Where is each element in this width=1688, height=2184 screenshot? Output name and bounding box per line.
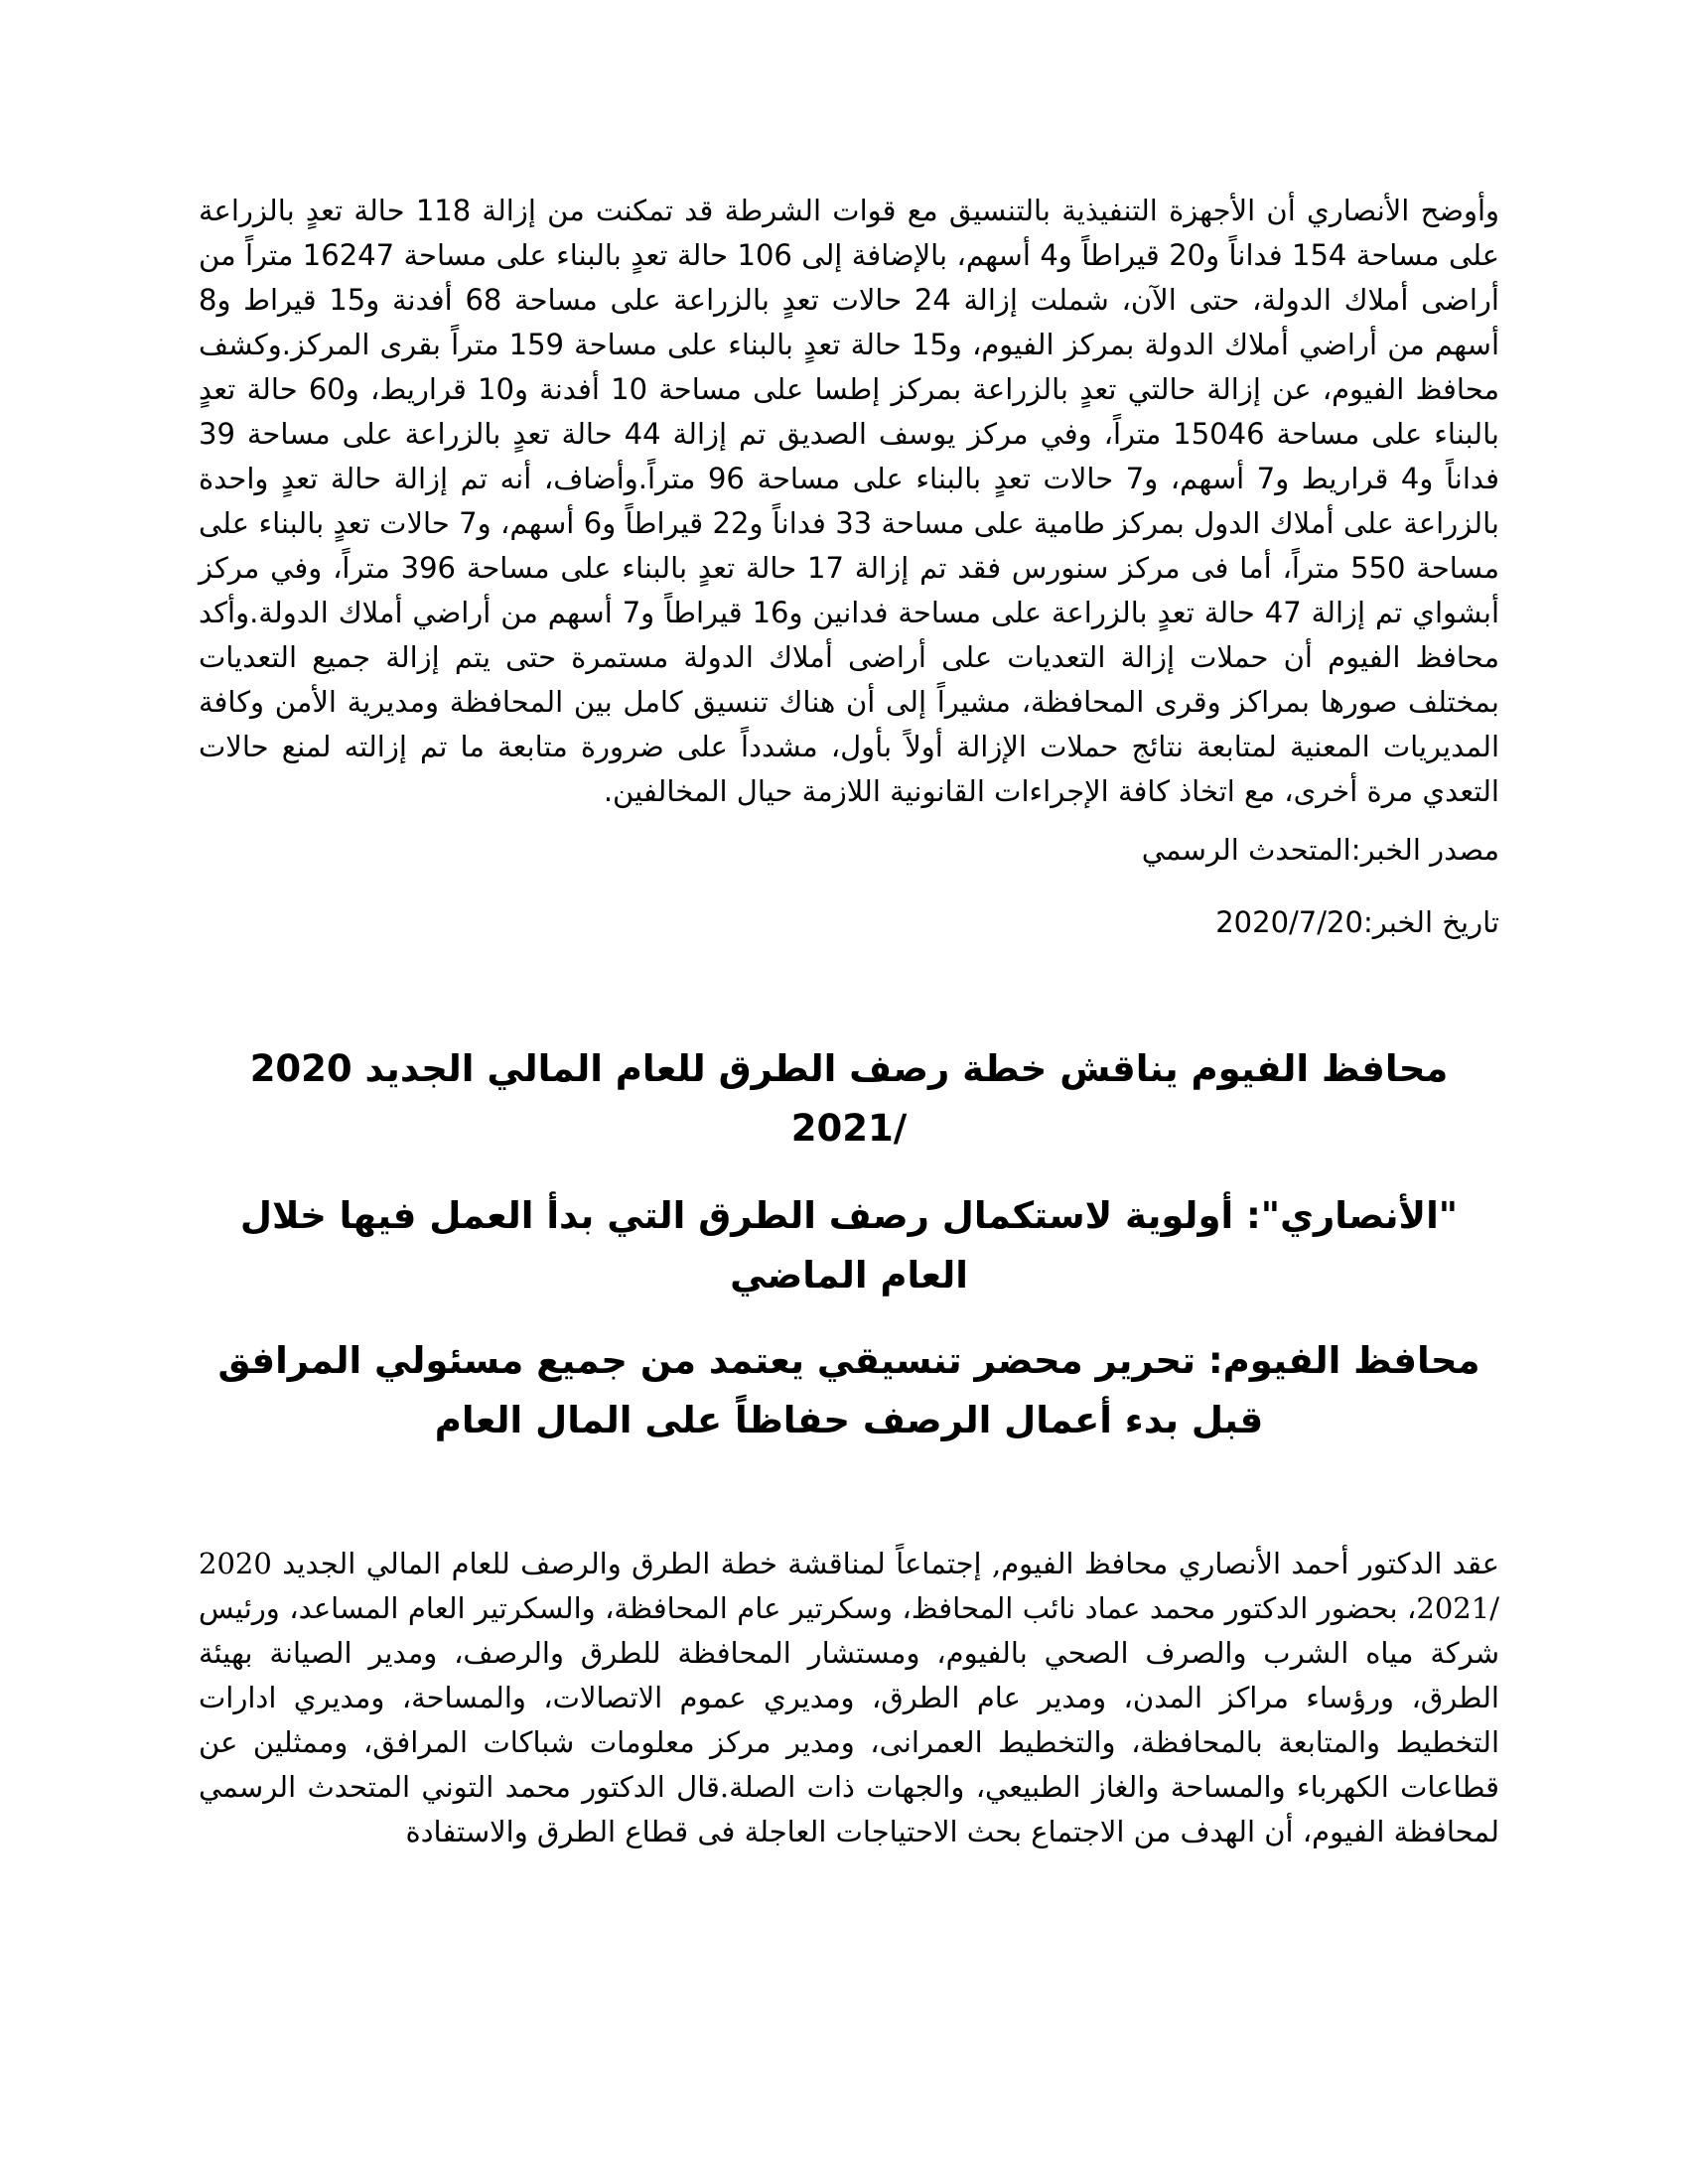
article-2-headline: محافظ الفيوم يناقش خطة رصف الطرق للعام المالي الجديد 2020 /2021 bbox=[249, 1047, 1449, 1150]
document-page bbox=[199, 189, 1499, 1883]
news-date: تاريخ الخبر:2020/7/20 bbox=[1215, 905, 1499, 939]
news-source: مصدر الخبر:المتحدث الرسمي bbox=[1141, 833, 1499, 867]
article-2-subheadline-2: محافظ الفيوم: تحرير محضر تنسيقي يعتمد من جميع مسئولي المرافق قبل بدء أعمال الرصف حفاظاً على المال العام bbox=[217, 1339, 1480, 1441]
article-2-body: عقد الدكتور أحمد الأنصاري محافظ الفيوم, إجتماعاً لمناقشة خطة الطرق والرصف للعام المالي الجديد 2020 /2021، بحضور الدكتور محمد عماد نائب المحافظ، وسكرتير عام المحافظة، والسكرتير العام المساعد، ورئيس شركة مياه الشرب والصرف الصحي بالفيوم، ومستشار المحافظة للطرق والرصف، ومدير الصيانة بهيئة الطرق، ورؤساء مراكز المدن، ومدير عام الطرق، ومديري عموم الاتصالات، والمساحة، ومديري ادارات التخطيط والمتابعة بالمحافظة، والتخطيط العمرانى، ومدير مركز معلومات شباكات المرافق، وممثلين عن قطاعات الكهرباء والمساحة والغاز الطبيعي، والجهات ذات الصلة.قال الدكتور محمد التوني المتحدث الرسمي لمحافظة الفيوم، أن الهدف من الاجتماع بحث الاحتياجات العاجلة فى قطاع الطرق والاستفادة bbox=[199, 1547, 1499, 1848]
article-1-body: وأوضح الأنصاري أن الأجهزة التنفيذية بالتنسيق مع قوات الشرطة قد تمكنت من إزالة 118 حالة تعدٍ بالزراعة على مساحة 154 فداناً و20 قيراطاً و4 أسهم، بالإضافة إلى 106 حالة تعدٍ بالبناء على مساحة 16247 متراً من أراضى أملاك الدولة، حتى الآن، شملت إزالة 24 حالات تعدٍ بالزراعة على مساحة 68 أفدنة و15 قيراط و8 أسهم من أراضي أملاك الدولة بمركز الفيوم، و15 حالة تعدٍ بالبناء على مساحة 159 متراً بقرى المركز.وكشف محافظ الفيوم، عن إزالة حالتي تعدٍ بالزراعة بمركز إطسا على مساحة 10 أفدنة و10 قراريط، و60 حالة تعدٍ بالبناء على مساحة 15046 متراً، وفي مركز يوسف الصديق تم إزالة 44 حالة تعدٍ بالزراعة على مساحة 39 فداناً و4 قراريط و7 أسهم، و7 حالات تعدٍ بالبناء على مساحة 96 متراً.وأضاف، أنه تم إزالة حالة تعدٍ واحدة بالزراعة على أملاك الدول بمركز طامية على مساحة 33 فداناً و22 قيراطاً و6 أسهم، و7 حالات تعدٍ بالبناء على مساحة 550 متراً، أما فى مركز سنورس فقد تم إزالة 17 حالة تعدٍ بالبناء على مساحة 396 متراً، وفي مركز أبشواي تم إزالة 47 حالة تعدٍ بالزراعة على مساحة فدانين و16 قيراطاً و7 أسهم من أراضي أملاك الدولة.وأكد محافظ الفيوم أن حملات إزالة التعديات على أراضى أملاك الدولة مستمرة حتى يتم إزالة جميع التعديات بمختلف صورها بمراكز وقرى المحافظة، مشيراً إلى أن هناك تنسيق كامل بين المحافظة ومديرية الأمن وكافة المديريات المعنية لمتابعة نتائج حملات الإزالة أولاً بأول، مشدداً على ضرورة متابعة ما تم إزالته لمنع حالات التعدي مرة أخرى، مع اتخاذ كافة الإجراءات القانونية اللازمة حيال المخالفين. bbox=[199, 194, 1500, 808]
article-2-subheadline-1: "الأنصاري": أولوية لاستكمال رصف الطرق التي بدأ العمل فيها خلال العام الماضي bbox=[239, 1194, 1459, 1297]
